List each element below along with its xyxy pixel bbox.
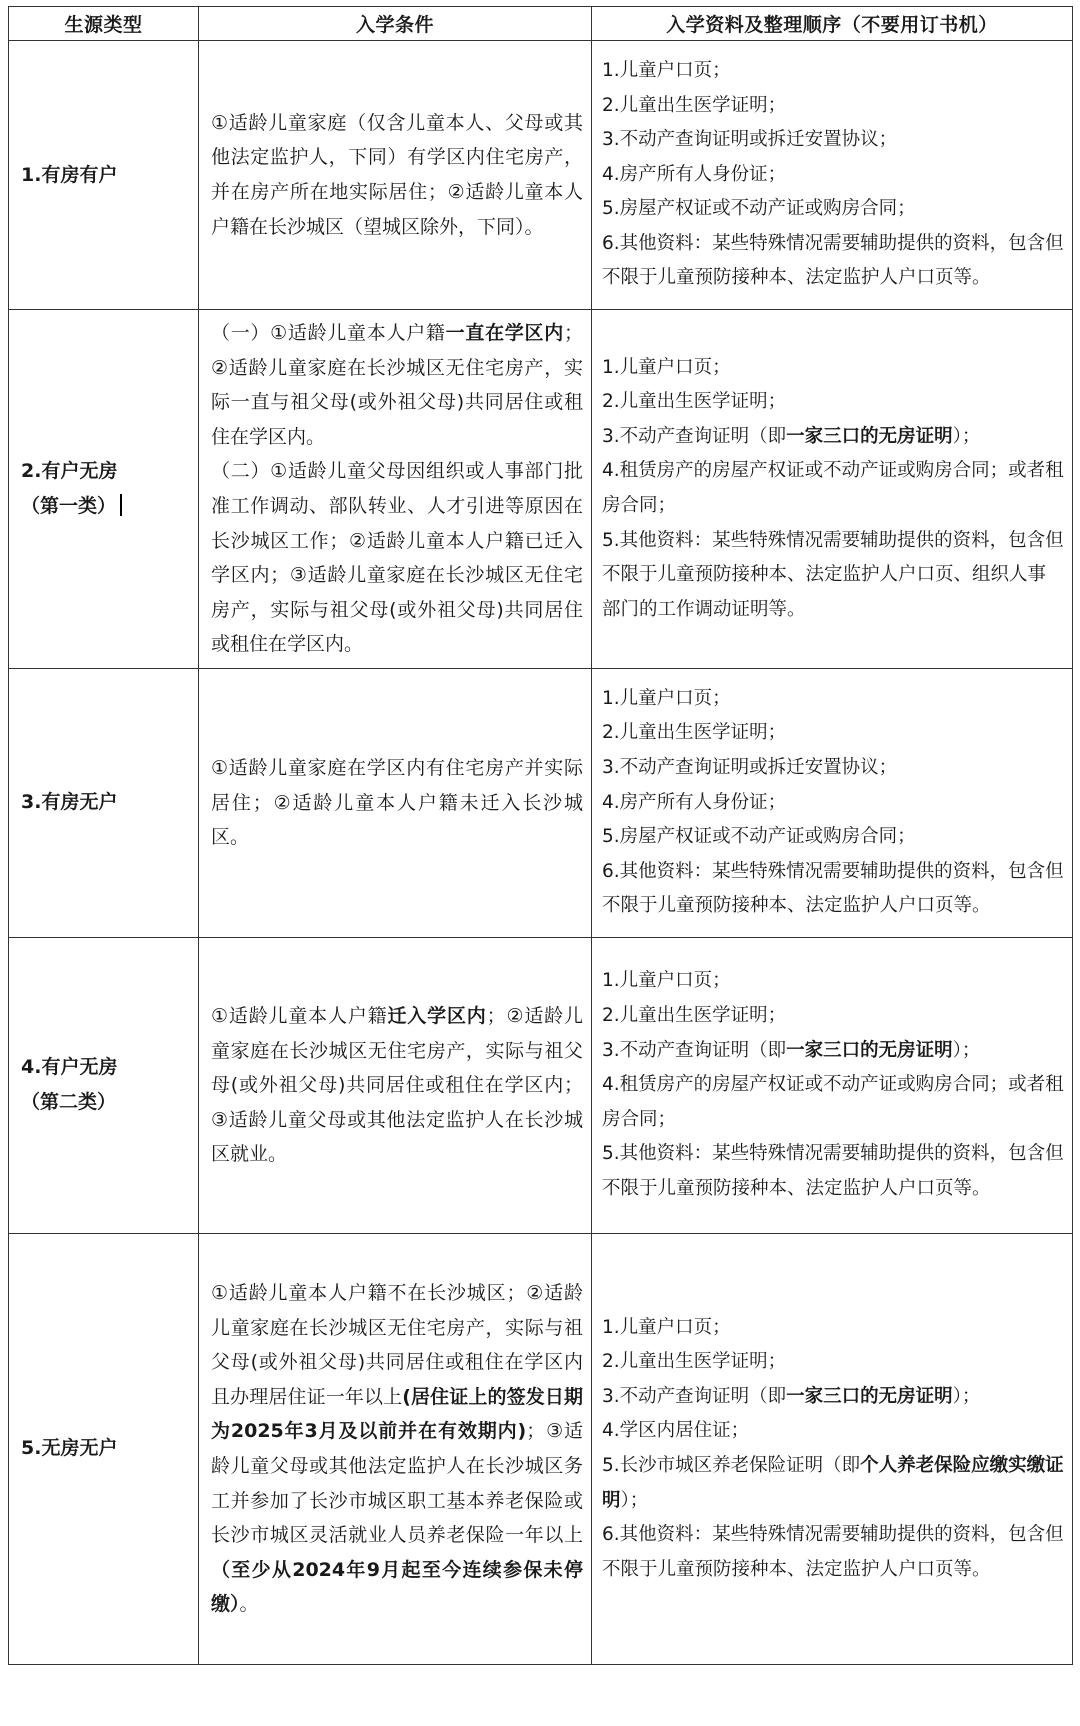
type-cell (9, 1233, 199, 1664)
document-text: 1.儿童户口页； (602, 970, 731, 992)
document-list-item (602, 420, 1064, 455)
document-text: 3.不动产查询证明（即 (602, 1039, 787, 1061)
conditions-cell (199, 668, 592, 937)
student-type-label: 3.有房无户 (21, 791, 118, 814)
document-list-item (602, 192, 1064, 227)
document-list-item (602, 1380, 1064, 1415)
document-text: 6.其他资料：某些特殊情况需要辅助提供的资料，包含但不限于儿童预防接种本、法定监护人户口页等。 (602, 1524, 1064, 1580)
document-list-item (602, 751, 1064, 786)
student-type-label: 2.有户无房 (21, 459, 118, 482)
document-text: 1.儿童户口页； (602, 59, 731, 81)
document-text: 4.学区内居住证； (602, 1420, 750, 1442)
condition-emphasis: 一直在学区内 (445, 322, 564, 344)
document-list-item (602, 1414, 1064, 1449)
document-list-item (602, 454, 1064, 523)
document-text: 3.不动产查询证明或拆迁安置协议； (602, 129, 898, 151)
table-row (9, 1233, 1073, 1664)
document-text: 5.房屋产权证或不动产证或购房合同； (602, 198, 916, 220)
header-row (9, 7, 1073, 41)
document-list-item (602, 820, 1064, 855)
document-text: 5.其他资料：某些特殊情况需要辅助提供的资料，包含但不限于儿童预防接种本、法定监护人户口页、组织人事部门的工作调动证明等。 (602, 529, 1064, 620)
document-text: 3.不动产查询证明（即 (602, 1385, 787, 1407)
document-text: 2.儿童出生医学证明； (602, 1004, 787, 1026)
condition-text: ①适龄儿童本人户籍 (211, 1004, 388, 1027)
document-text: 2.儿童出生医学证明； (602, 94, 787, 116)
document-text: 3.不动产查询证明（即 (602, 425, 787, 447)
header-documents: 入学资料及整理顺序（不要用订书机） (592, 7, 1073, 41)
condition-text: （二）①适龄儿童父母因组织或人事部门批准工作调动、部队转业、人才引进等原因在长沙城区工作；②适龄儿童本人户籍已迁入学区内；③适龄儿童家庭在长沙城区无住宅房产，实际与祖父母(或外祖父母)共同居住或租住在学区内。 (211, 460, 583, 656)
table-row (9, 41, 1073, 310)
document-text: 6.其他资料：某些特殊情况需要辅助提供的资料，包含但不限于儿童预防接种本、法定监护人户口页等。 (602, 232, 1064, 289)
document-list-item (602, 716, 1064, 751)
table-header (9, 7, 1073, 41)
document-text: ）； (952, 1039, 981, 1061)
document-text: 4.租赁房产的房屋产权证或不动产证或购房合同；或者租房合同； (602, 1074, 1064, 1130)
type-cell (9, 937, 199, 1233)
condition-text: （一）①适龄儿童本人户籍 (211, 322, 446, 344)
document-text: 2.儿童出生医学证明； (602, 1351, 787, 1373)
text-cursor (120, 494, 122, 516)
conditions-cell (199, 1233, 592, 1664)
document-list-item (602, 1518, 1064, 1587)
student-type-label: 5.无房无户 (21, 1437, 118, 1460)
documents-cell (592, 41, 1073, 310)
document-text: 2.儿童出生医学证明； (602, 391, 787, 413)
document-list-item (602, 89, 1064, 124)
condition-text: ；③适龄儿童父母或其他法定监护人在长沙城区务工并参加了长沙市城区职工基本养老保险或长沙市城区灵活就业人员养老保险一年以上 (211, 1420, 583, 1547)
condition-paragraph (211, 106, 583, 244)
documents-cell (592, 937, 1073, 1233)
condition-paragraph (211, 751, 583, 855)
table-body (9, 41, 1073, 1665)
student-type-label: 4.有户无房 (21, 1056, 118, 1079)
condition-paragraph (211, 316, 583, 454)
document-list-item (602, 54, 1064, 89)
table-row (9, 937, 1073, 1233)
condition-emphasis: 迁入学区内 (387, 1004, 487, 1027)
condition-text: ①适龄儿童家庭（仅含儿童本人、父母或其他法定监护人，下同）有学区内住宅房产，并在房产所在地实际居住；②适龄儿童本人户籍在长沙城区（望城区除外，下同）。 (211, 111, 583, 238)
document-list-item (602, 385, 1064, 420)
document-text: 2.儿童出生医学证明； (602, 722, 787, 744)
condition-text: ①适龄儿童家庭在学区内有住宅房产并实际居住；②适龄儿童本人户籍未迁入长沙城区。 (211, 757, 583, 849)
condition-emphasis: （至少从2024年9月起至今连续参保未停缴） (211, 1558, 583, 1616)
document-list-item (602, 682, 1064, 717)
document-list-item (602, 524, 1064, 628)
document-list-item (602, 999, 1064, 1034)
document-list-item (602, 227, 1064, 296)
document-emphasis: 一家三口的无房证明 (786, 425, 953, 447)
document-list-item (602, 786, 1064, 821)
document-list-item (602, 1068, 1064, 1137)
document-text: 1.儿童户口页； (602, 356, 731, 378)
condition-emphasis: (居住证上的签发日期为2025年3月及以前并在有效期内) (211, 1385, 583, 1443)
condition-paragraph (211, 1276, 583, 1622)
document-text: 5.其他资料：某些特殊情况需要辅助提供的资料，包含但不限于儿童预防接种本、法定监护人户口页等。 (602, 1143, 1064, 1199)
document-text: 6.其他资料：某些特殊情况需要辅助提供的资料，包含但不限于儿童预防接种本、法定监护人户口页等。 (602, 860, 1064, 917)
document-list-item (602, 1449, 1064, 1518)
document-text: ）； (952, 425, 981, 447)
type-cell (9, 310, 199, 669)
document-list-item (602, 855, 1064, 924)
documents-cell (592, 668, 1073, 937)
document-text: 5.房屋产权证或不动产证或购房合同； (602, 826, 916, 848)
header-student-type: 生源类型 (9, 7, 199, 41)
document-text: 4.租赁房产的房屋产权证或不动产证或购房合同；或者租房合同； (602, 460, 1064, 516)
document-text: 4.房产所有人身份证； (602, 163, 787, 185)
conditions-cell (199, 937, 592, 1233)
document-list-item (602, 158, 1064, 193)
conditions-cell (199, 41, 592, 310)
condition-text: 。 (239, 1593, 259, 1616)
condition-text: ①适龄儿童本人户籍不在长沙城区；②适龄儿童家庭在长沙城区无住宅房产，实际与祖父母(或外祖父母)共同居住或租住在学区内且办理居住证一年以上 (211, 1281, 583, 1408)
document-list-item (602, 351, 1064, 386)
condition-paragraph (211, 454, 583, 662)
document-text: 5.长沙市城区养老保险证明（即 (602, 1454, 861, 1476)
document-list-item (602, 964, 1064, 999)
document-list-item (602, 1311, 1064, 1346)
type-cell (9, 668, 199, 937)
document-text: 3.不动产查询证明或拆迁安置协议； (602, 757, 898, 779)
document-emphasis: 一家三口的无房证明 (786, 1039, 953, 1061)
document-text: 4.房产所有人身份证； (602, 791, 787, 813)
header-conditions: 入学条件 (199, 7, 592, 41)
document-list-item (602, 1345, 1064, 1380)
document-emphasis: 个人养老保险应缴实缴证明 (602, 1454, 1064, 1511)
conditions-cell (199, 310, 592, 669)
document-list-item (602, 1034, 1064, 1069)
document-text: ）； (952, 1385, 981, 1407)
student-type-label: （第二类） (21, 1091, 117, 1114)
table-row (9, 310, 1073, 669)
condition-text: ；②适龄儿童家庭在长沙城区无住宅房产，实际一直与祖父母(或外祖父母)共同居住或租住在学区内。 (211, 322, 583, 448)
document-emphasis: 一家三口的无房证明 (786, 1385, 953, 1407)
table-row (9, 668, 1073, 937)
documents-cell (592, 1233, 1073, 1664)
document-text: 1.儿童户口页； (602, 687, 731, 709)
condition-paragraph (211, 999, 583, 1172)
document-list-item (602, 123, 1064, 158)
document-list-item (602, 1137, 1064, 1206)
document-text: ）； (620, 1489, 649, 1511)
enrollment-table (8, 6, 1073, 1665)
type-cell (9, 41, 199, 310)
document-text: 1.儿童户口页； (602, 1316, 731, 1338)
student-type-label: 1.有房有户 (21, 163, 118, 186)
condition-text: ；②适龄儿童家庭在长沙城区无住宅房产，实际与祖父母(或外祖父母)共同居住或租住在学区内；③适龄儿童父母或其他法定监护人在长沙城区就业。 (211, 1004, 583, 1166)
student-type-label: （第一类） (21, 489, 198, 524)
documents-cell (592, 310, 1073, 669)
